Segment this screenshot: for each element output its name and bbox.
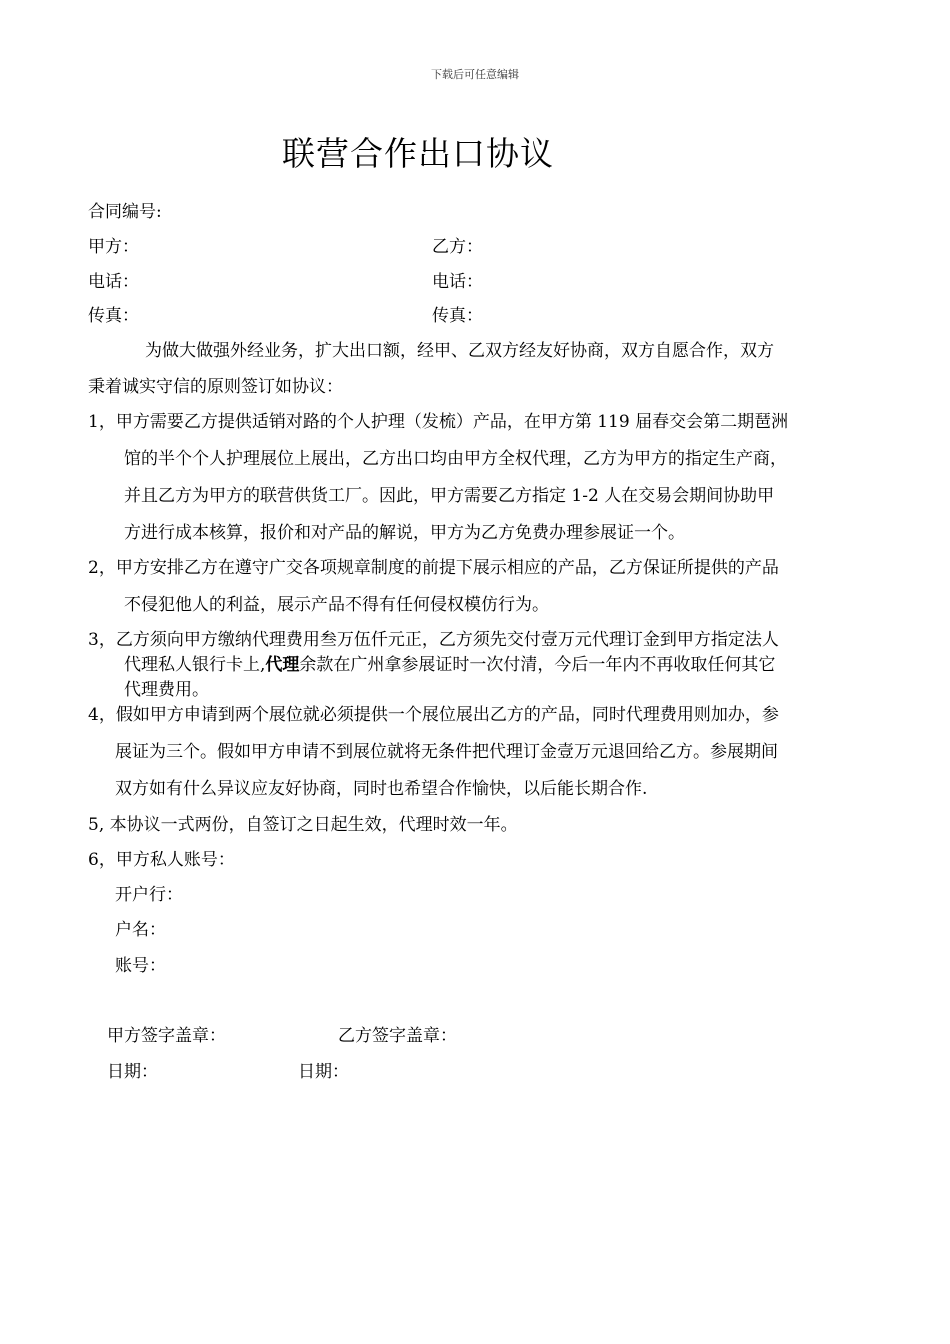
clause-3-line-3: 代理费用。 <box>124 680 209 700</box>
clause-1-line-4: 方进行成本核算，报价和对产品的解说，甲方为乙方免费办理参展证一个。 <box>124 523 685 543</box>
clause-3-line-2-a: 代理私人银行卡上, <box>124 655 266 675</box>
intro-line-2: 秉着诚实守信的原则签订如协议： <box>88 377 343 397</box>
document-title: 联营合作出口协议 <box>282 134 554 173</box>
clause-4-line-1: 4，假如甲方申请到两个展位就必须提供一个展位展出乙方的产品，同时代理费用则加办，参 <box>88 705 779 725</box>
intro-line-1: 为做大做强外经业务，扩大出口额，经甲、乙双方经友好协商，双方自愿合作，双方 <box>145 341 774 361</box>
clause-4-line-2: 展证为三个。假如甲方申请不到展位就将无条件把代理订金壹万元退回给乙方。参展期间 <box>115 742 778 762</box>
clause-1-line-1: 1，甲方需要乙方提供适销对路的个人护理（发梳）产品，在甲方第 119 届春交会第二期琶洲 <box>88 412 789 432</box>
account-name-label: 户名： <box>115 920 166 940</box>
clause-3-line-1: 3，乙方须向甲方缴纳代理费用叁万伍仟元正，乙方须先交付壹万元代理订金到甲方指定法人 <box>88 630 779 650</box>
party-b-date-label: 日期： <box>298 1062 349 1082</box>
party-b-label: 乙方： <box>432 237 483 257</box>
party-a-date-label: 日期： <box>107 1062 158 1082</box>
clause-3-line-2 <box>124 654 775 676</box>
clause-2-line-2: 不侵犯他人的利益，展示产品不得有任何侵权模仿行为。 <box>124 595 549 615</box>
header-note: 下载后可任意编辑 <box>431 68 519 81</box>
clause-1-line-3: 并且乙方为甲方的联营供货工厂。因此，甲方需要乙方指定 1-2 人在交易会期间协助甲 <box>124 486 775 506</box>
party-a-fax-label: 传真： <box>88 306 139 326</box>
bank-label: 开户行： <box>115 885 183 905</box>
clause-1-line-2: 馆的半个个人护理展位上展出，乙方出口均由甲方全权代理，乙方为甲方的指定生产商， <box>124 449 787 469</box>
clause-4-line-3: 双方如有什么异议应友好协商，同时也希望合作愉快，以后能长期合作. <box>115 779 648 799</box>
clause-6-line-1: 6，甲方私人账号： <box>88 850 235 870</box>
party-b-signature-label: 乙方签字盖章： <box>338 1026 457 1046</box>
clause-5-line-1: 5, 本协议一式两份，自签订之日起生效，代理时效一年。 <box>88 815 518 835</box>
clause-3-bold-term: 代理 <box>265 655 300 675</box>
party-a-label: 甲方： <box>88 237 139 257</box>
clause-2-line-1: 2，甲方安排乙方在遵守广交各项规章制度的前提下展示相应的产品，乙方保证所提供的产品 <box>88 558 779 578</box>
party-b-fax-label: 传真： <box>432 306 483 326</box>
party-a-phone-label: 电话： <box>88 272 139 292</box>
contract-number-label: 合同编号: <box>88 202 162 222</box>
party-b-phone-label: 电话： <box>432 272 483 292</box>
account-number-label: 账号： <box>115 956 166 976</box>
party-a-signature-label: 甲方签字盖章： <box>107 1026 226 1046</box>
clause-3-line-2-b: 余款在广州拿参展证时一次付清，今后一年内不再收取任何其它 <box>299 655 776 675</box>
